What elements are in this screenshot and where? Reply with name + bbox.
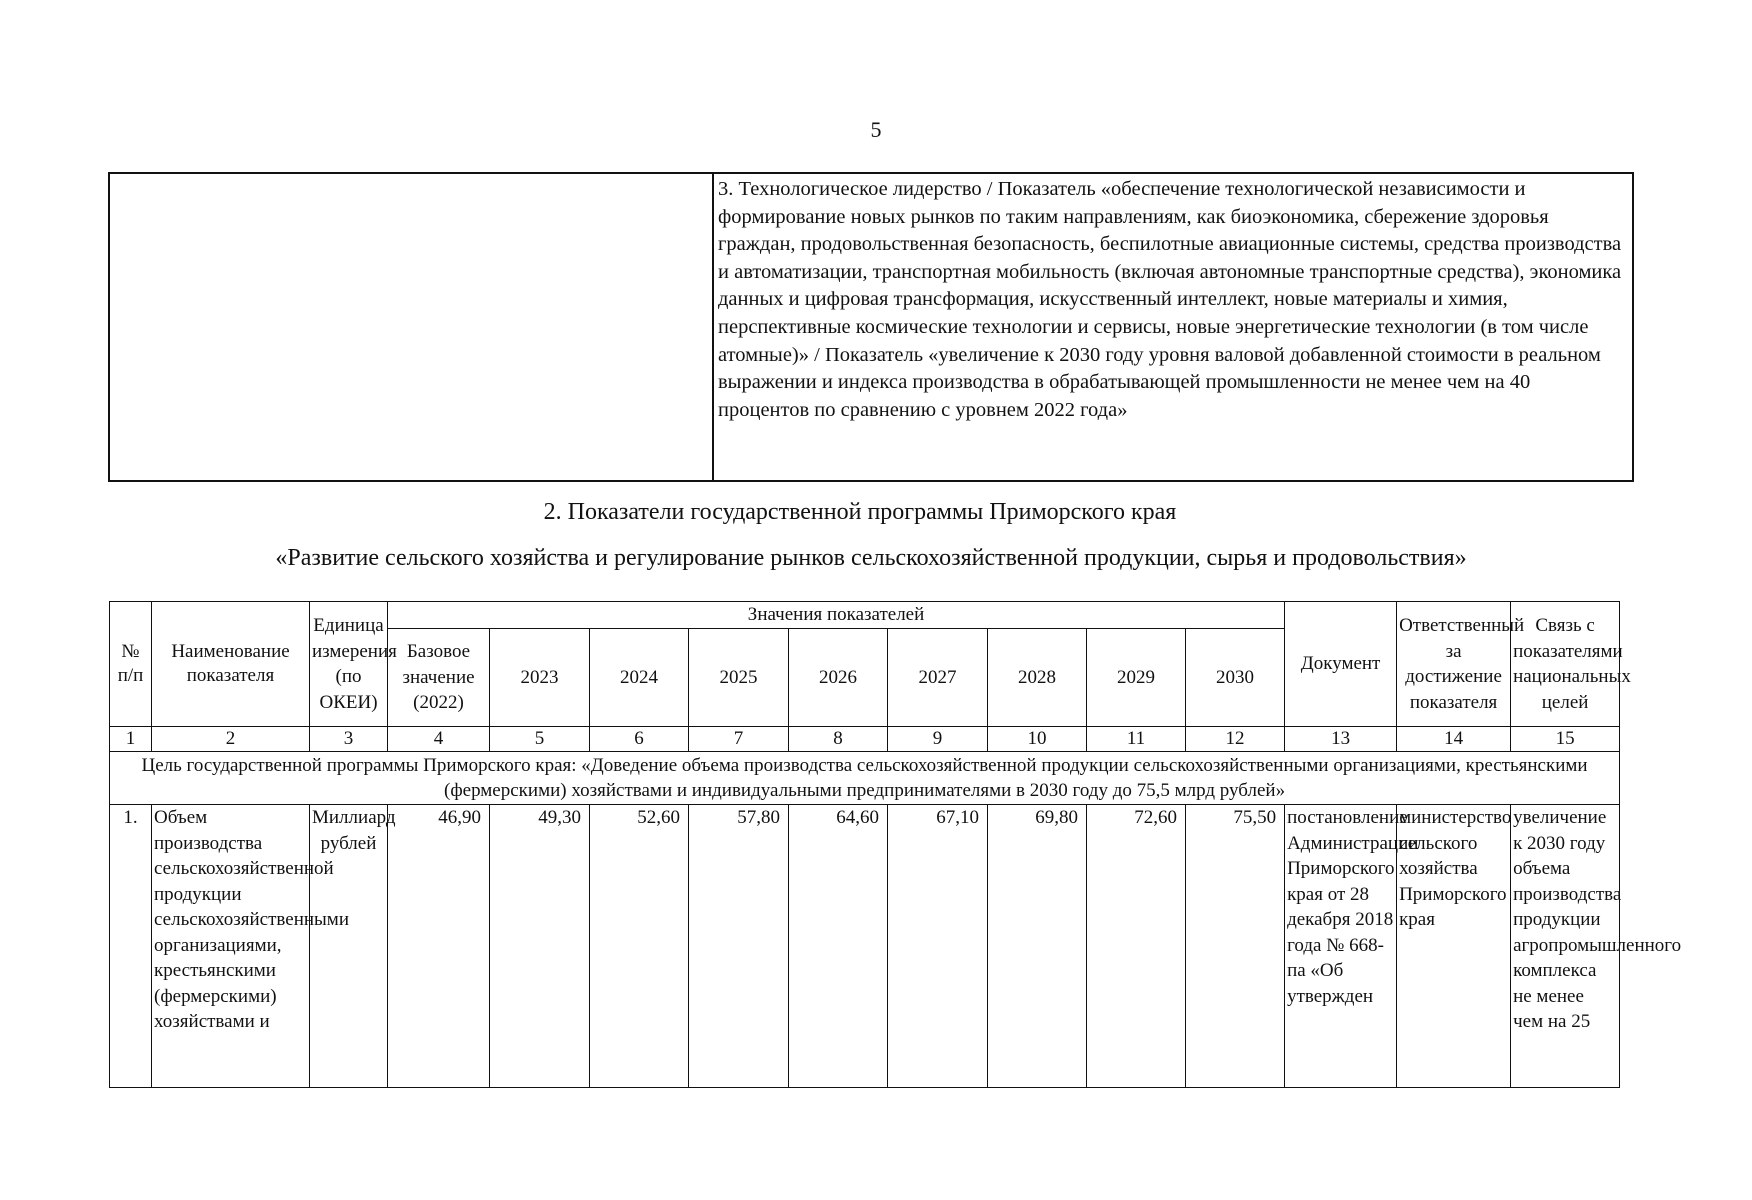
section-title: 2. Показатели государственной программы Приморского края (543, 499, 1177, 525)
column-number: 12 (1186, 727, 1285, 752)
column-number: 1 (110, 727, 152, 752)
row-value-2029: 72,60 (1087, 805, 1186, 1088)
column-number: 9 (888, 727, 988, 752)
header-year: 2030 (1186, 629, 1285, 727)
header-year: 2029 (1087, 629, 1186, 727)
column-number: 3 (310, 727, 388, 752)
column-number: 11 (1087, 727, 1186, 752)
header-name: Наименование показателя (152, 602, 310, 727)
column-number: 10 (988, 727, 1087, 752)
indicators-table (109, 601, 1682, 1088)
section-subtitle: «Развитие сельского хозяйства и регулирование рынков сельскохозяйственной продукции, сырья и продовольствия» (275, 545, 1467, 571)
column-number: 5 (490, 727, 590, 752)
header-values-group: Значения показателей (388, 602, 1285, 629)
row-num: 1. (110, 805, 152, 1088)
row-value-2027: 67,10 (888, 805, 988, 1088)
empty-left-cell (109, 173, 713, 481)
row-document: постановление Администрации Приморского края от 28 декабря 2018 года № 668-па «Об утвержден (1285, 805, 1397, 1088)
row-unit: Миллиард рублей (310, 805, 388, 1088)
national-goal-text: 3. Технологическое лидерство / Показатель «обеспечение технологической независимости и формирование новых рынков по таким направлениям, как биоэкономика, сбережение здоровья граждан, продовольственная безопасность, беспилотные авиационные системы, средства производства и автоматизации, транспортная мобильность (включая автономные транспортные средства), экономика данных и цифровая трансформация, искусственный интеллект, новые материалы и химия, перспективные космические технологии и сервисы, новые энергетические технологии (в том числе атомные)» / Показатель «увеличение к 2030 году уровня валовой добавленной стоимости в реальном выражении и индекса производства в обрабатывающей промышленности не менее чем на 40 процентов по сравнению с уровнем 2022 года» (713, 173, 1633, 481)
row-value-2024: 52,60 (590, 805, 689, 1088)
header-year: 2027 (888, 629, 988, 727)
header-year: 2024 (590, 629, 689, 727)
row-national-goal-link: увеличение к 2030 году объема производства продукции агропромышленного комплекса не менее чем на 25 (1511, 805, 1620, 1088)
row-value-2023: 49,30 (490, 805, 590, 1088)
header-year: 2026 (789, 629, 888, 727)
column-number: 8 (789, 727, 888, 752)
header-year: 2028 (988, 629, 1087, 727)
column-number: 4 (388, 727, 490, 752)
header-year: 2023 (490, 629, 590, 727)
table-row (110, 805, 1620, 1088)
header-document: Документ (1285, 602, 1397, 727)
row-indicator-name: Объем производства сельскохозяйственной продукции сельскохозяйственными организациями, крестьянскими (фермерскими) хозяйствами и (152, 805, 310, 1088)
program-goal-row: Цель государственной программы Приморского края: «Доведение объема производства сельскохозяйственной продукции сельскохозяйственными организациями, крестьянскими (фермерскими) хозяйствами и индивидуальными предпринимателями в 2030 году до 75,5 млрд рублей» (110, 752, 1620, 805)
column-number: 15 (1511, 727, 1620, 752)
row-value-2030: 75,50 (1186, 805, 1285, 1088)
header-unit: Единица измерения (по ОКЕИ) (310, 602, 388, 727)
row-value-2026: 64,60 (789, 805, 888, 1088)
row-responsible: министерство сельского хозяйства Приморского края (1397, 805, 1511, 1088)
header-link: Связь с показателями национальных целей (1511, 602, 1620, 727)
header-year: 2025 (689, 629, 789, 727)
header-base: Базовое значение (2022) (388, 629, 490, 727)
column-number: 7 (689, 727, 789, 752)
row-base-value: 46,90 (388, 805, 490, 1088)
column-number: 13 (1285, 727, 1397, 752)
top-continuation-table (108, 172, 1634, 482)
column-number: 6 (590, 727, 689, 752)
row-value-2028: 69,80 (988, 805, 1087, 1088)
column-number: 2 (152, 727, 310, 752)
column-number: 14 (1397, 727, 1511, 752)
row-value-2025: 57,80 (689, 805, 789, 1088)
page-number: 5 (870, 117, 882, 142)
header-responsible: Ответственный за достижение показателя (1397, 602, 1511, 727)
header-num: № п/п (110, 602, 152, 727)
